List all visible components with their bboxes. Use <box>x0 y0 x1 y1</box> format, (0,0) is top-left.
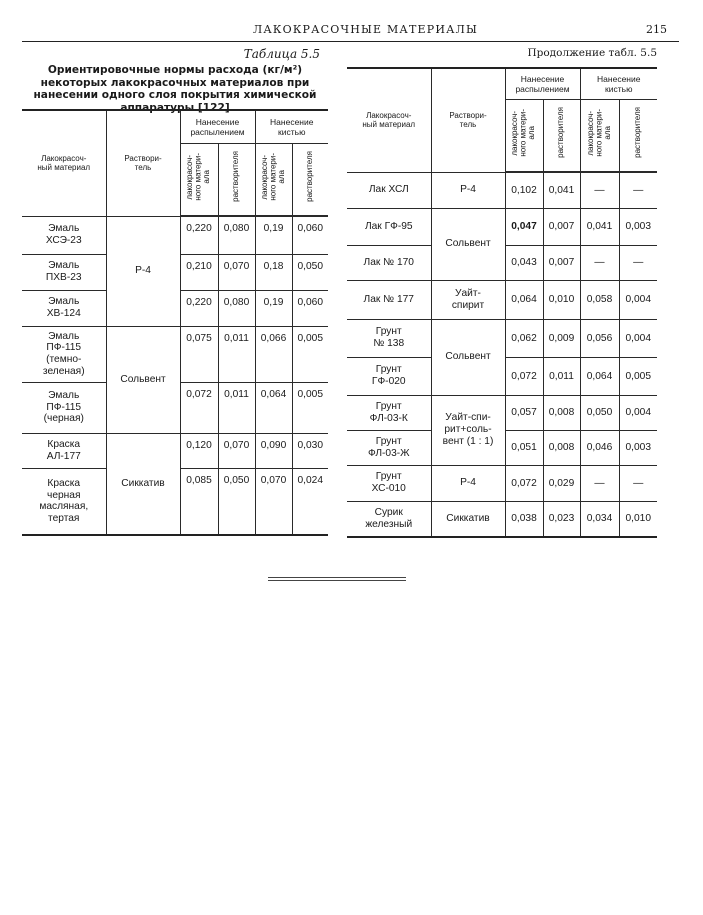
material-cell: Краска черная масляная, тертая <box>22 468 106 535</box>
subheader-paint-material: лакокрасоч- ного матери- ала <box>255 143 292 216</box>
value-cell: — <box>619 245 657 280</box>
solvent-cell: Р-4 <box>431 172 505 208</box>
value-cell: 0,041 <box>543 172 580 208</box>
value-cell: 0,004 <box>619 319 657 357</box>
value-cell: 0,080 <box>218 216 255 254</box>
value-cell: 0,005 <box>619 357 657 395</box>
page-number: 215 <box>646 23 667 36</box>
table-row <box>347 501 657 537</box>
value-cell: 0,19 <box>255 216 292 254</box>
solvent-cell: Р-4 <box>106 216 180 326</box>
value-cell: 0,023 <box>543 501 580 537</box>
header-rule <box>22 41 679 42</box>
solvent-cell: Сиккатив <box>106 433 180 535</box>
table-row <box>347 172 657 208</box>
value-cell: 0,220 <box>180 290 218 326</box>
value-cell: 0,070 <box>218 433 255 468</box>
table-row <box>347 465 657 501</box>
material-cell: Лак № 177 <box>347 280 431 319</box>
material-cell: Грунт ФЛ-03-К <box>347 395 431 430</box>
value-cell: 0,120 <box>180 433 218 468</box>
material-cell: Лак ГФ-95 <box>347 208 431 245</box>
value-cell: 0,003 <box>619 430 657 465</box>
solvent-cell: Сольвент <box>431 208 505 280</box>
material-cell: Краска АЛ-177 <box>22 433 106 468</box>
end-rule <box>268 580 406 581</box>
value-cell: 0,030 <box>292 433 328 468</box>
material-cell: Лак № 170 <box>347 245 431 280</box>
value-cell: 0,070 <box>255 468 292 535</box>
value-cell: 0,009 <box>543 319 580 357</box>
material-cell: Эмаль ПФ-115 (темно- зеленая) <box>22 326 106 382</box>
table-row <box>347 208 657 245</box>
value-cell: 0,047 <box>505 208 543 245</box>
value-cell: 0,064 <box>580 357 619 395</box>
value-cell: 0,034 <box>580 501 619 537</box>
material-cell: Эмаль ХВ-124 <box>22 290 106 326</box>
table-caption: Ориентировочные нормы расхода (кг/м²) некоторых лакокрасочных материалов при нанесении одного слоя покрытия химической аппаратуры [122] <box>33 64 317 114</box>
value-cell: 0,072 <box>180 382 218 433</box>
value-cell: 0,072 <box>505 465 543 501</box>
value-cell: 0,050 <box>292 254 328 290</box>
value-cell: 0,010 <box>619 501 657 537</box>
value-cell: 0,011 <box>543 357 580 395</box>
value-cell: 0,007 <box>543 245 580 280</box>
value-cell: 0,056 <box>580 319 619 357</box>
value-cell: 0,072 <box>505 357 543 395</box>
value-cell: 0,046 <box>580 430 619 465</box>
solvent-cell: Уайт- спирит <box>431 280 505 319</box>
table-left <box>22 109 328 536</box>
value-cell: 0,102 <box>505 172 543 208</box>
end-rule <box>268 577 406 578</box>
subheader-solvent: растворителя <box>543 99 580 172</box>
table-row <box>22 216 328 254</box>
value-cell: 0,024 <box>292 468 328 535</box>
table-row <box>347 395 657 430</box>
value-cell: 0,011 <box>218 326 255 382</box>
value-cell: 0,005 <box>292 326 328 382</box>
value-cell: 0,004 <box>619 395 657 430</box>
material-cell: Эмаль ПХВ-23 <box>22 254 106 290</box>
value-cell: 0,041 <box>580 208 619 245</box>
solvent-cell: Сольвент <box>431 319 505 395</box>
material-cell: Эмаль ПФ-115 (черная) <box>22 382 106 433</box>
header-spray: Нанесение распылением <box>505 68 580 99</box>
value-cell: — <box>580 465 619 501</box>
value-cell: 0,010 <box>543 280 580 319</box>
value-cell: 0,085 <box>180 468 218 535</box>
value-cell: 0,070 <box>218 254 255 290</box>
solvent-cell: Сольвент <box>106 326 180 433</box>
subheader-solvent: растворителя <box>218 143 255 216</box>
value-cell: 0,18 <box>255 254 292 290</box>
value-cell: 0,005 <box>292 382 328 433</box>
value-cell: 0,19 <box>255 290 292 326</box>
value-cell: 0,043 <box>505 245 543 280</box>
value-cell: 0,004 <box>619 280 657 319</box>
value-cell: 0,062 <box>505 319 543 357</box>
value-cell: 0,075 <box>180 326 218 382</box>
subheader-solvent: растворителя <box>619 99 657 172</box>
value-cell: 0,008 <box>543 430 580 465</box>
value-cell: 0,058 <box>580 280 619 319</box>
material-cell: Эмаль ХСЭ-23 <box>22 216 106 254</box>
subheader-paint-material: лакокрасоч- ного матери- ала <box>180 143 218 216</box>
value-cell: 0,007 <box>543 208 580 245</box>
material-cell: Грунт ФЛ-03-Ж <box>347 430 431 465</box>
value-cell: 0,029 <box>543 465 580 501</box>
value-cell: 0,090 <box>255 433 292 468</box>
table-label: Таблица 5.5 <box>243 47 320 61</box>
value-cell: 0,060 <box>292 216 328 254</box>
header-brush: Нанесение кистью <box>580 68 657 99</box>
table-row <box>347 280 657 319</box>
value-cell: 0,008 <box>543 395 580 430</box>
value-cell: 0,050 <box>580 395 619 430</box>
table-row <box>22 326 328 382</box>
material-cell: Лак ХСЛ <box>347 172 431 208</box>
value-cell: — <box>580 245 619 280</box>
subheader-solvent: растворителя <box>292 143 328 216</box>
running-head: ЛАКОКРАСОЧНЫЕ МАТЕРИАЛЫ <box>253 23 479 36</box>
table-row <box>22 433 328 468</box>
value-cell: — <box>619 172 657 208</box>
value-cell: — <box>619 465 657 501</box>
header-spray: Нанесение распылением <box>180 110 255 143</box>
value-cell: 0,003 <box>619 208 657 245</box>
value-cell: 0,066 <box>255 326 292 382</box>
value-cell: 0,080 <box>218 290 255 326</box>
material-cell: Грунт ХС-010 <box>347 465 431 501</box>
value-cell: 0,057 <box>505 395 543 430</box>
value-cell: 0,050 <box>218 468 255 535</box>
header-brush: Нанесение кистью <box>255 110 328 143</box>
table-right <box>347 67 657 538</box>
subheader-paint-material: лакокрасоч- ного матери- ала <box>580 99 619 172</box>
value-cell: — <box>580 172 619 208</box>
continuation-label: Продолжение табл. 5.5 <box>527 47 657 59</box>
value-cell: 0,064 <box>255 382 292 433</box>
header-material: Лакокрасоч- ный материал <box>347 68 431 172</box>
value-cell: 0,220 <box>180 216 218 254</box>
material-cell: Грунт № 138 <box>347 319 431 357</box>
value-cell: 0,038 <box>505 501 543 537</box>
subheader-paint-material: лакокрасоч- ного матери- ала <box>505 99 543 172</box>
table-row <box>347 319 657 357</box>
header-solvent: Раствори- тель <box>106 110 180 216</box>
value-cell: 0,060 <box>292 290 328 326</box>
header-material: Лакокрасоч- ный материал <box>22 110 106 216</box>
solvent-cell: Р-4 <box>431 465 505 501</box>
material-cell: Грунт ГФ-020 <box>347 357 431 395</box>
solvent-cell: Уайт-спи- рит+соль- вент (1 : 1) <box>431 395 505 465</box>
material-cell: Сурик железный <box>347 501 431 537</box>
header-solvent: Раствори- тель <box>431 68 505 172</box>
solvent-cell: Сиккатив <box>431 501 505 537</box>
value-cell: 0,210 <box>180 254 218 290</box>
value-cell: 0,011 <box>218 382 255 433</box>
value-cell: 0,064 <box>505 280 543 319</box>
value-cell: 0,051 <box>505 430 543 465</box>
